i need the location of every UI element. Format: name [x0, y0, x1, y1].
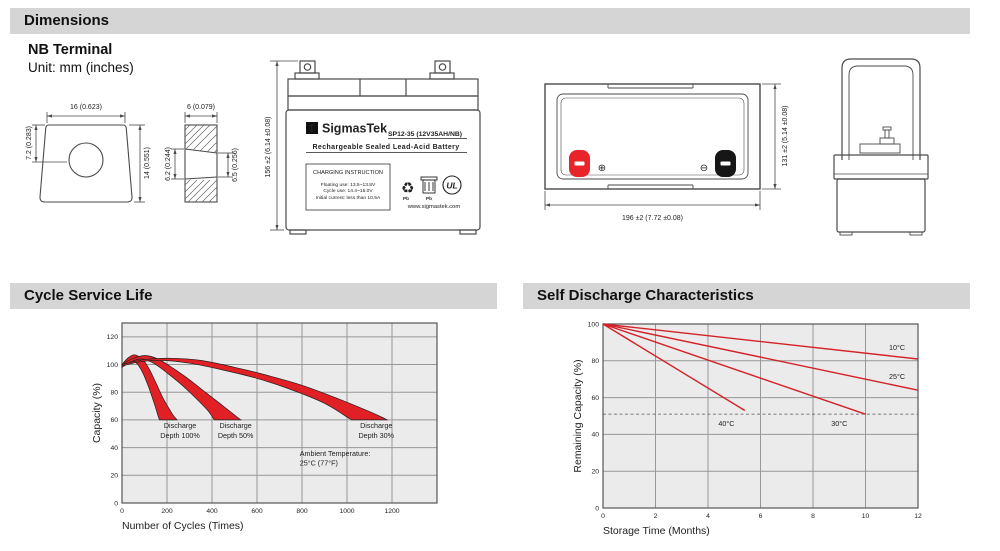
x-tick-label: 0 — [601, 513, 605, 520]
battery-top-dim-lines — [545, 84, 781, 210]
x-tick-label: 800 — [296, 508, 308, 515]
section-header-cycle-life: Cycle Service Life — [10, 283, 497, 309]
terminal-front-drawing — [22, 92, 152, 222]
y-tick-label: 100 — [106, 361, 118, 369]
y-axis-title: Remaining Capacity (%) — [572, 359, 584, 473]
terminal-side-outline — [185, 125, 217, 202]
dim-battery-length: 196 ±2 (7.72 ±0.08) — [621, 215, 684, 222]
terminal-side-dim-arrows — [173, 114, 229, 179]
x-tick-label: 600 — [251, 508, 263, 515]
dim-terminal-side-inner: 6.2 (0.244) — [165, 147, 172, 181]
x-axis-title: Number of Cycles (Times) — [122, 520, 244, 532]
brand-name: SigmasTek — [322, 121, 388, 136]
temperature-label: 25°C — [888, 372, 906, 382]
terminal-side-dim-lines — [171, 112, 233, 179]
section-header-dimensions: Dimensions — [10, 8, 970, 34]
ul-mark-icon — [443, 176, 461, 194]
chart-annotation: Depth 30% — [358, 430, 395, 440]
x-tick-label: 400 — [206, 508, 218, 515]
pb-bin-label: Pb — [426, 196, 432, 201]
unit-note: Unit: mm (inches) — [28, 60, 134, 75]
x-tick-label: 0 — [120, 508, 124, 515]
dim-terminal-side-width: 6 (0.079) — [186, 104, 216, 111]
y-tick-label: 100 — [587, 321, 599, 329]
x-tick-label: 200 — [161, 508, 173, 515]
y-tick-label: 20 — [110, 472, 118, 480]
chart-annotation: Discharge — [360, 421, 393, 431]
battery-side-view — [822, 48, 940, 240]
x-tick-label: 2 — [653, 513, 658, 520]
temperature-label: 40°C — [718, 419, 735, 429]
dim-terminal-width: 16 (0.623) — [70, 104, 102, 111]
dim-battery-height: 156 ±2 (6.14 ±0.08) — [265, 116, 272, 178]
y-tick-label: 40 — [591, 431, 599, 439]
x-axis-title: Storage Time (Months) — [603, 525, 710, 537]
terminal-side-hatching — [185, 125, 217, 202]
chart-annotation: Ambient Temperature: — [299, 448, 371, 458]
dim-battery-depth: 131 ±2 (5.14 ±0.08) — [782, 105, 789, 167]
y-tick-label: 80 — [591, 358, 599, 366]
negative-terminal-slot — [721, 162, 731, 166]
positive-symbol: ⊕ — [597, 163, 607, 174]
temperature-label: 30°C — [831, 419, 848, 429]
x-tick-label: 1200 — [384, 508, 400, 515]
dim-terminal-side-outer: 6.5 (0.256) — [232, 148, 239, 182]
charging-title: CHARGING INSTRUCTION — [313, 170, 383, 176]
y-tick-label: 20 — [591, 468, 599, 476]
chart-annotation: 25°C (77°F) — [299, 458, 338, 468]
dim-terminal-height: 14 (0.551) — [144, 147, 151, 179]
chart-annotation: Depth 50% — [217, 430, 254, 440]
charging-line-1: Floating use: 13.5~13.8V — [320, 183, 376, 188]
self-discharge-chart — [548, 313, 940, 551]
chart-annotation: Discharge — [163, 421, 197, 431]
y-tick-label: 40 — [110, 444, 118, 452]
x-tick-label: 4 — [706, 513, 710, 520]
battery-side-outline — [834, 59, 928, 235]
product-label — [306, 122, 467, 211]
battery-front-view — [262, 52, 497, 240]
charging-line-2: Cycle use: 14.4~15.0V — [323, 189, 373, 194]
y-tick-label: 0 — [595, 505, 599, 513]
pb-recycle-label: Pb — [403, 196, 409, 201]
temperature-label: 10°C — [888, 342, 906, 352]
terminal-subheading — [28, 42, 134, 75]
charging-line-3: Initial current: less than 10.5A — [315, 196, 381, 201]
y-tick-label: 60 — [591, 394, 599, 402]
negative-symbol: ⊖ — [699, 163, 709, 174]
website-text: www.sigmastek.com — [407, 204, 461, 210]
y-tick-label: 0 — [114, 500, 118, 508]
terminal-type-label: NB Terminal — [28, 42, 113, 58]
y-tick-label: 60 — [110, 417, 118, 425]
y-axis-title: Capacity (%) — [91, 382, 103, 444]
dim-terminal-hole: 7.2 (0.283) — [26, 126, 33, 160]
terminal-front-outline — [40, 125, 132, 202]
pb-recycle-icon: ♻ — [401, 180, 415, 197]
battery-top-dim-arrows — [545, 84, 777, 207]
section-header-self-discharge: Self Discharge Characteristics — [523, 283, 970, 309]
chart-annotation: Discharge — [219, 421, 252, 431]
positive-terminal-slot — [575, 162, 585, 166]
x-tick-label: 8 — [811, 513, 815, 520]
battery-front-dim-lines — [270, 61, 298, 230]
y-tick-label: 120 — [106, 334, 118, 342]
model-number: SP12-35 (12V35AH/NB) — [388, 131, 463, 138]
pb-bin-icon — [421, 177, 437, 193]
chart-annotation: Depth 100% — [160, 430, 200, 440]
terminal-front-dim-arrows — [34, 114, 141, 202]
terminal-side-drawing — [145, 92, 255, 222]
brand-logo-glyph: Σ — [309, 123, 315, 134]
battery-top-view — [538, 76, 793, 228]
ul-mark-text: UL — [446, 180, 458, 191]
x-tick-label: 12 — [914, 513, 922, 520]
y-tick-label: 80 — [110, 389, 118, 397]
cycle-service-life-chart — [88, 313, 460, 549]
x-tick-label: 1000 — [339, 508, 355, 515]
x-tick-label: 10 — [861, 513, 870, 520]
x-tick-label: 6 — [758, 513, 763, 520]
battery-type-text: Rechargeable Sealed Lead-Acid Battery — [312, 144, 460, 151]
